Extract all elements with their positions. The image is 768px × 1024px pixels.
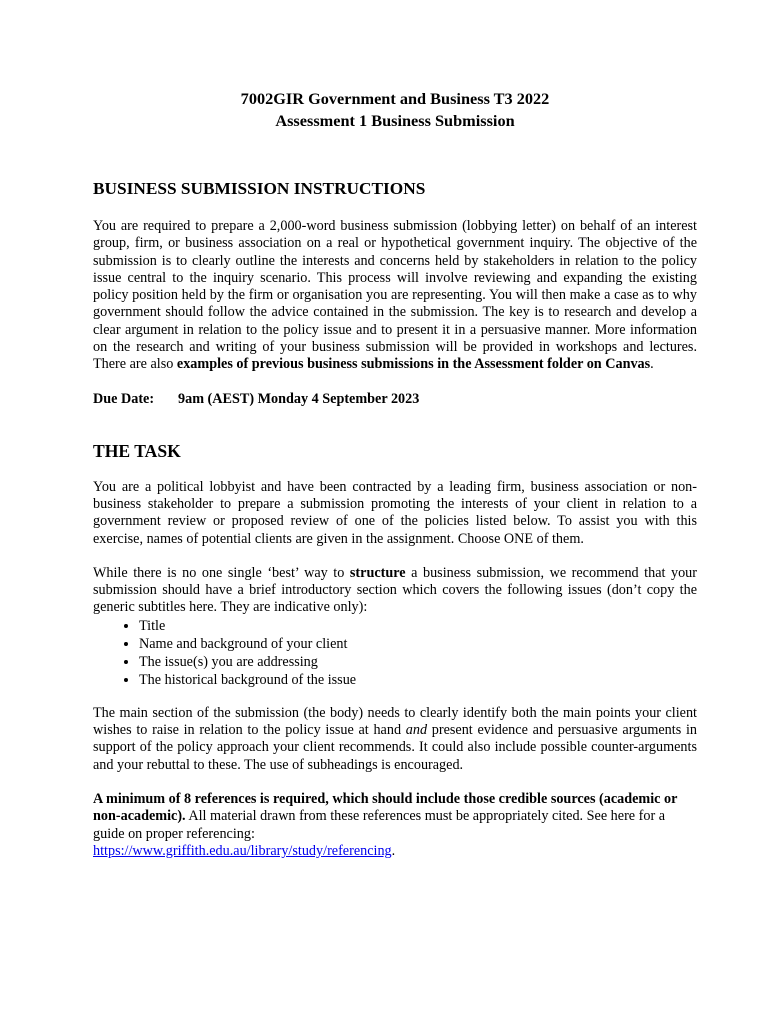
references-text: All material drawn from these references must be appropriately cited. See here for a guide on proper referencing: xyxy=(93,808,666,842)
document-title xyxy=(93,88,697,132)
body-start: The main section of the submission (the body) needs to clearly identify both the main points your client wishes to raise in relation to the policy issue at hand xyxy=(93,704,697,739)
referencing-guide-link[interactable]: https://www.griffith.edu.au/library/study/referencing xyxy=(93,842,392,859)
assessment-title: Assessment 1 Business Submission xyxy=(275,111,515,130)
instructions-text: You are required to prepare a 2,000-word business submission (lobbying letter) on behalf of an interest group, firm, or business association on a real or hypothetical government inquiry. The objective of the submission is to clearly outline the interests and concerns held by stakeholders in relation to the policy issue central to the inquiry scenario. This process will involve reviewing and expanding the existing policy position held by the firm or organisation you are representing. You will then make a case as to why government should follow the advice contained in the submission. The key is to research and develop a clear argument in relation to the policy issue and to present it in a persuasive manner. More information on the research and writing of your business submission will be provided in workshops and lectures. There are also xyxy=(93,218,697,373)
body-paragraph xyxy=(93,705,697,774)
instructions-heading: BUSINESS SUBMISSION INSTRUCTIONS xyxy=(93,179,426,198)
references-requirement: A minimum of 8 references is required, which should include those credible sources (academic or non-academic). xyxy=(93,790,678,825)
body-end: present evidence and persuasive arguments in support of the policy approach your client recommends. It could also include possible counter-arguments and your rebuttal to these. The use of subheadings is encouraged. xyxy=(93,722,697,773)
instructions-end: . xyxy=(650,356,654,373)
due-date-value: 9am (AEST) Monday 4 September 2023 xyxy=(178,390,420,407)
list-item: • Title xyxy=(139,617,697,635)
instructions-bold-text: examples of previous business submissions in the Assessment folder on Canvas xyxy=(176,356,651,373)
course-title: 7002GIR Government and Business T3 2022 xyxy=(240,89,550,108)
due-date-label: Due Date: xyxy=(93,390,155,407)
intro-issues-list xyxy=(93,617,697,689)
task-paragraph-1: You are a political lobbyist and have been contracted by a leading firm, business association or non-business stakeholder to prepare a submission promoting the interests of your client in relation to a government review or proposed review of one of the policies listed below. To assist you with this exercise, names of potential clients are given in the assignment. Choose ONE of them. xyxy=(93,478,697,547)
list-item: • The issue(s) you are addressing xyxy=(139,653,697,671)
task-heading: THE TASK xyxy=(93,440,181,461)
due-date xyxy=(93,391,697,408)
task-paragraph-2-bold: structure xyxy=(349,564,406,581)
list-item: • Name and background of your client xyxy=(139,635,697,653)
task-paragraph-2-start: While there is no one single ‘best’ way to xyxy=(93,564,350,581)
list-item: • The historical background of the issue xyxy=(139,671,697,689)
task-paragraph-2-end: a business submission, we recommend that your submission should have a brief introductory section which covers the following issues (don’t copy the generic subtitles here. They are indicative only): xyxy=(93,564,698,616)
references-paragraph xyxy=(93,791,697,860)
task-paragraph-2 xyxy=(93,565,697,617)
instructions-paragraph xyxy=(93,218,697,374)
body-italic: and xyxy=(405,722,428,739)
references-end: . xyxy=(391,842,396,859)
